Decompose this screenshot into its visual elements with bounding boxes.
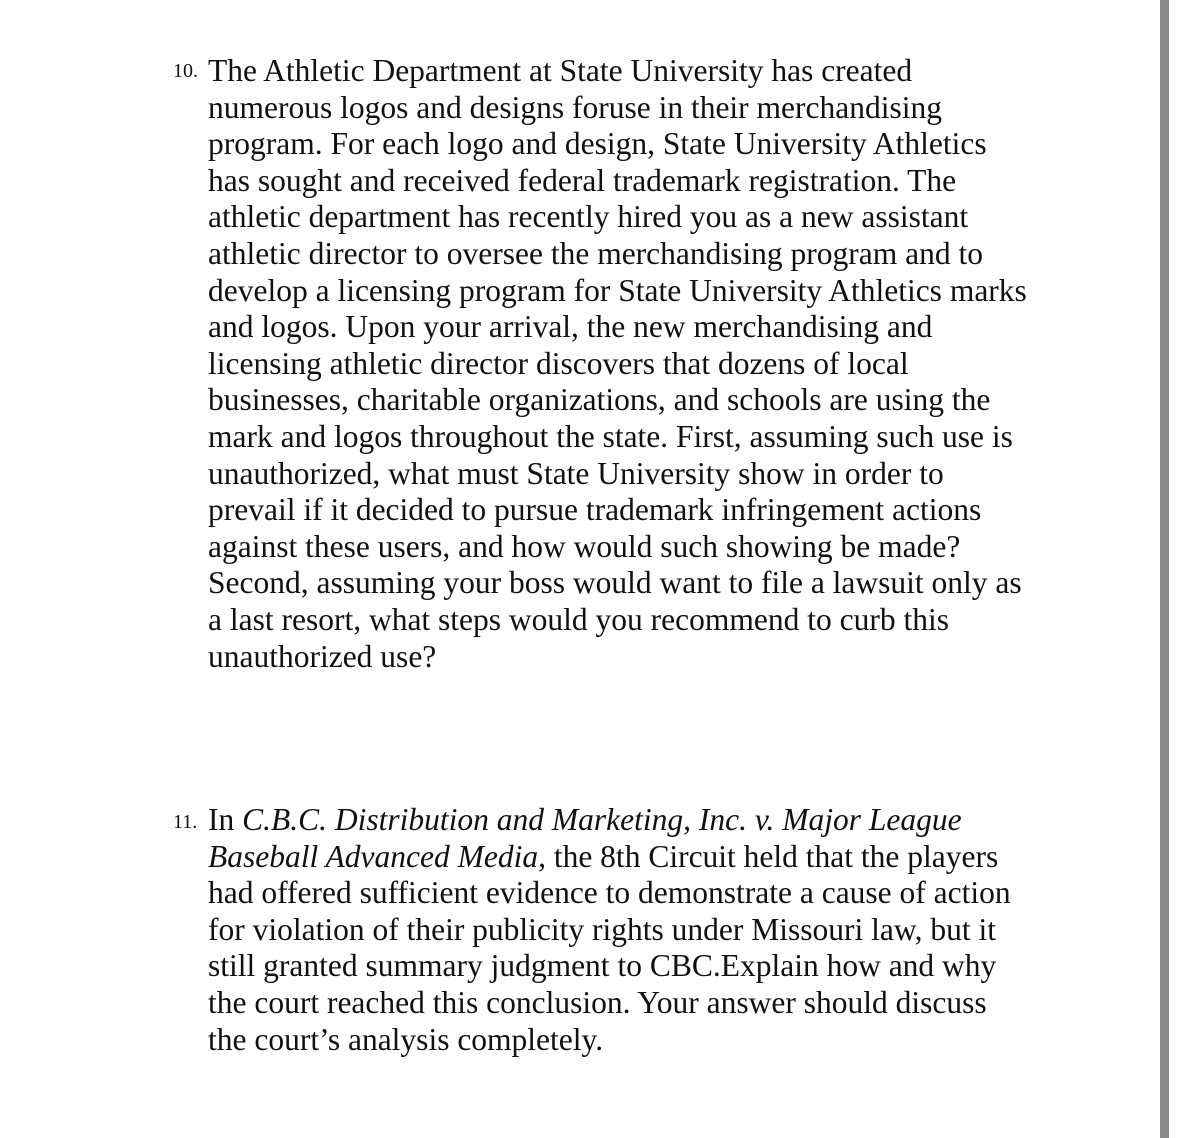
- question-text-line: and logos. Upon your arrival, the new merchandising and: [208, 309, 933, 345]
- question-text-line: [208, 802, 1073, 839]
- question-number: 10.: [173, 60, 198, 82]
- question-text-line: athletic department has recently hired you as a new assistant: [208, 199, 969, 235]
- question-text-line: the court reached this conclusion. Your answer should discuss: [208, 984, 987, 1020]
- question-text-line: licensing athletic director discovers that dozens of local: [208, 345, 909, 381]
- question-text-line: had offered sufficient evidence to demonstrate a cause of action: [208, 875, 1011, 911]
- question-text-line: [208, 839, 1073, 876]
- question-text-line: businesses, charitable organizations, and schools are using the: [208, 382, 991, 418]
- question-text-line: prevail if it decided to pursue trademark infringement actions: [208, 492, 982, 528]
- question-text-line: Second, assuming your boss would want to file a lawsuit only as: [208, 565, 1022, 601]
- question-text-line: a last resort, what steps would you recommend to curb this: [208, 601, 949, 637]
- question-text-rest: the 8th Circuit held that the players: [545, 838, 999, 874]
- question-text-line: unauthorized, what must State University show in order to: [208, 455, 944, 491]
- question-text-line: unauthorized use?: [208, 638, 437, 674]
- question-text-line: against these users, and how would such showing be made?: [208, 528, 961, 564]
- question-text-line: for violation of their publicity rights under Missouri law, but it: [208, 911, 996, 947]
- case-name-italic: Baseball Advanced Media,: [208, 838, 546, 874]
- question-text-line: program. For each logo and design, State University Athletics: [208, 126, 987, 162]
- question-text-line: develop a licensing program for State University Athletics marks: [208, 272, 1027, 308]
- question-text-line: numerous logos and designs foruse in their merchandising: [208, 89, 942, 125]
- question-text-line: the court’s analysis completely.: [208, 1021, 604, 1057]
- scrollbar[interactable]: [1160, 0, 1169, 1138]
- question-text-line: mark and logos throughout the state. First, assuming such use is: [208, 418, 1013, 454]
- question-text-line: still granted summary judgment to CBC.Explain how and why: [208, 948, 997, 984]
- question-text-prefix: In: [208, 802, 243, 837]
- case-name-italic: C.B.C. Distribution and Marketing, Inc. v. Major League: [242, 802, 962, 837]
- question-text-line: athletic director to oversee the merchandising program and to: [208, 235, 983, 271]
- question-10: [173, 53, 1073, 675]
- question-text-line: The Athletic Department at State University has created: [208, 53, 913, 88]
- question-number: 11.: [173, 811, 198, 833]
- question-11: [173, 802, 1073, 1058]
- question-text-line: has sought and received federal trademark registration. The: [208, 162, 957, 198]
